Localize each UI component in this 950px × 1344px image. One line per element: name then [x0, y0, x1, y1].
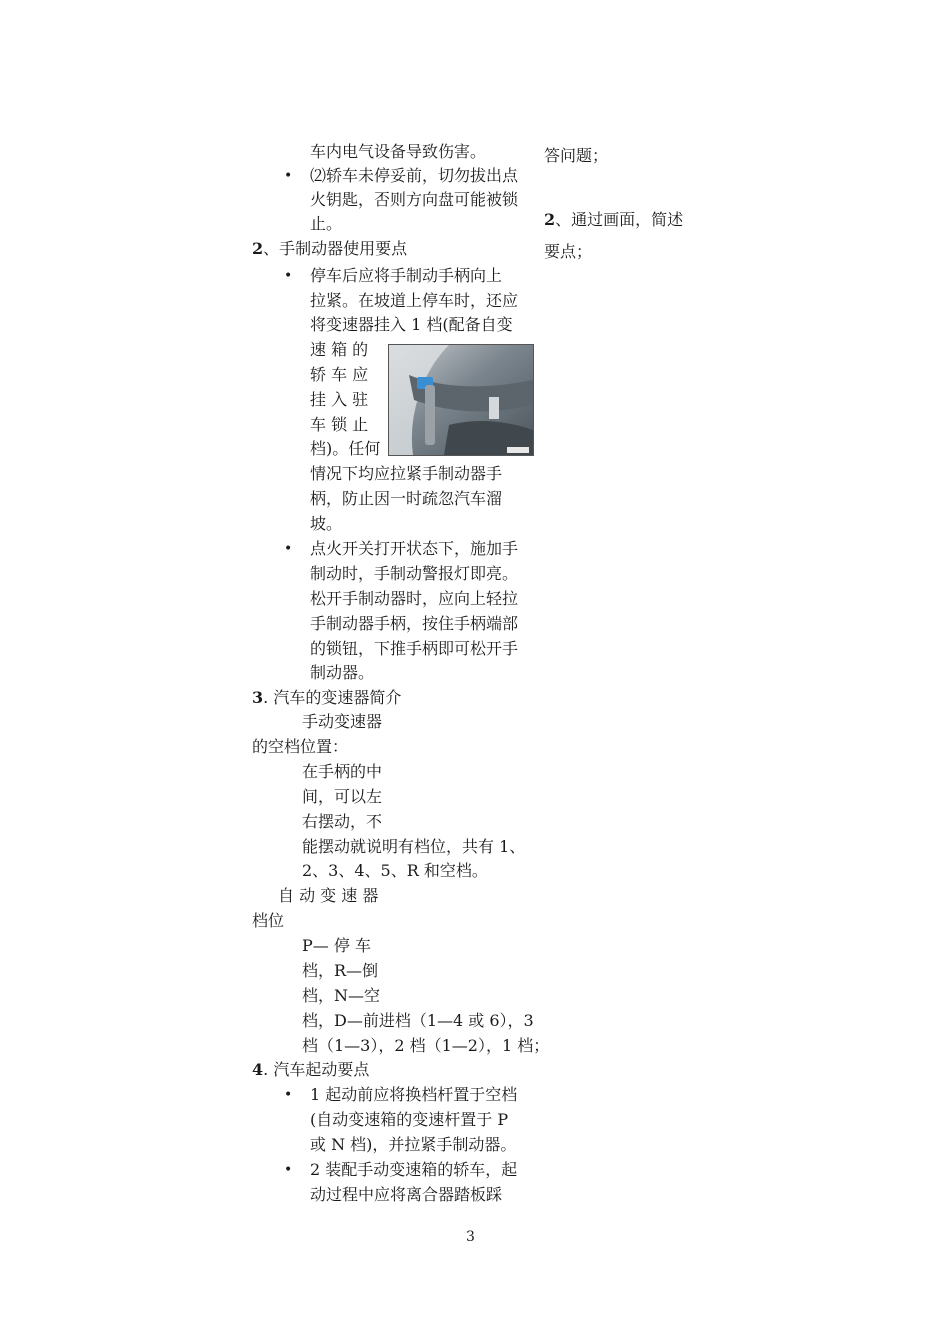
bullet-marker: • — [284, 541, 293, 557]
text-line: 拉紧。在坡道上停车时，还应 — [310, 291, 519, 310]
bullet-marker: • — [284, 168, 293, 184]
text-line: 档，N—空 — [302, 986, 381, 1005]
text-line: 档（1—3），2 档（1—2），1 档； — [302, 1036, 550, 1055]
section-number: 3 — [252, 688, 264, 707]
text-line: 停车后应将手制动手柄向上 — [310, 266, 503, 285]
text-line: 1 起动前应将换档杆置于空档 — [310, 1085, 518, 1104]
section-heading-4 — [252, 1058, 369, 1082]
section-title: . 汽车的变速器简介 — [263, 688, 402, 707]
bullet-marker: • — [284, 268, 293, 284]
handbrake-photo — [388, 344, 534, 456]
text-line: 制动器。 — [310, 663, 375, 682]
text-line: 将变速器挂入 1 档(配备自变 — [310, 315, 513, 334]
text-line: 挂 入 驻 — [310, 390, 369, 409]
text-line: 自 动 变 速 器 — [278, 886, 379, 905]
text-line: 的空档位置： — [252, 737, 349, 756]
item-text: 、通过画面，简述 — [555, 210, 684, 229]
text-line: 的锁钮，下推手柄即可松开手 — [310, 639, 519, 658]
text-line: 答问题； — [544, 146, 609, 165]
text-line: 柄，防止因一时疏忽汽车溜 — [310, 489, 503, 508]
text-line: 在手柄的中 — [302, 762, 383, 781]
section-title: 、手制动器使用要点 — [263, 239, 408, 258]
text-line: 间，可以左 — [302, 787, 383, 806]
text-line: 坡。 — [310, 514, 343, 533]
text-line: 手动变速器 — [302, 712, 383, 731]
text-line: 速 箱 的 — [310, 340, 369, 359]
text-line: P— 停 车 — [302, 936, 371, 955]
section-heading-3 — [252, 686, 401, 710]
text-line — [544, 208, 683, 232]
text-line: 档)。任何 — [310, 439, 381, 458]
text-line: ⑵轿车未停妥前，切勿拔出点 — [310, 166, 519, 185]
text-line: 松开手制动器时，应向上轻拉 — [310, 589, 519, 608]
text-line: 车内电气设备导致伤害。 — [310, 142, 487, 161]
text-line: 档位 — [252, 911, 285, 930]
text-line: 右摆动，不 — [302, 812, 383, 831]
text-line: 车 锁 止 — [310, 415, 369, 434]
text-line: 2、3、4、5、R 和空档。 — [302, 861, 488, 880]
text-line: 或 N 档)，并拉紧手制动器。 — [310, 1135, 517, 1154]
section-number: 4 — [252, 1060, 264, 1079]
text-line: (自动变速箱的变速杆置于 P — [310, 1110, 509, 1129]
item-number: 2 — [544, 210, 556, 229]
text-line: 动过程中应将离合器踏板踩 — [310, 1185, 503, 1204]
text-line: 要点； — [544, 242, 593, 261]
section-number: 2 — [252, 239, 264, 258]
bullet-marker: • — [284, 1087, 293, 1103]
text-line: 制动时，手制动警报灯即亮。 — [310, 564, 519, 583]
text-line: 档，D—前进档（1—4 或 6），3 — [302, 1011, 534, 1030]
text-line: 能摆动就说明有档位，共有 1、 — [302, 837, 526, 856]
text-line: 2 装配手动变速箱的轿车，起 — [310, 1160, 518, 1179]
text-line: 点火开关打开状态下，施加手 — [310, 539, 519, 558]
text-line: 止。 — [310, 214, 343, 233]
text-line: 档，R—倒 — [302, 961, 379, 980]
text-line: 手制动器手柄，按住手柄端部 — [310, 614, 519, 633]
bullet-marker: • — [284, 1162, 293, 1178]
section-title: . 汽车起动要点 — [263, 1060, 370, 1079]
text-line: 轿 车 应 — [310, 365, 369, 384]
text-line: 情况下均应拉紧手制动器手 — [310, 464, 503, 483]
text-line: 火钥匙，否则方向盘可能被锁 — [310, 190, 519, 209]
section-heading-2 — [252, 237, 407, 261]
page-number: 3 — [466, 1229, 475, 1245]
